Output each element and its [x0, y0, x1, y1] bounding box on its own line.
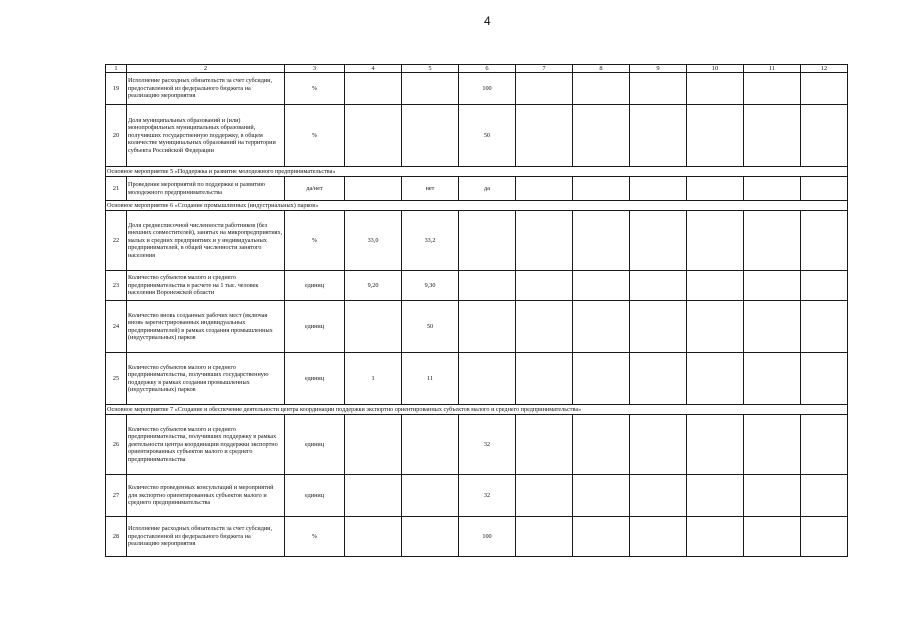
empty-cell [516, 105, 573, 167]
column-number-cell: 12 [801, 65, 848, 73]
row-number-cell: 28 [106, 517, 127, 557]
unit-cell: да/нет [285, 177, 345, 201]
value-cell-col5 [402, 73, 459, 105]
empty-cell [801, 271, 848, 301]
value-cell-col5: 11 [402, 353, 459, 405]
row-number-cell: 27 [106, 475, 127, 517]
value-cell-col5: 50 [402, 301, 459, 353]
indicators-table [105, 64, 848, 557]
empty-cell [744, 73, 801, 105]
empty-cell [573, 105, 630, 167]
column-number-cell: 8 [573, 65, 630, 73]
indicator-name-cell: Количество субъектов малого и среднего предпринимательства, получивших поддержку в рамках деятельности центра координации поддержки экспортно ориентированных субъектов малого и среднего предпринимательства [127, 415, 285, 475]
empty-cell [687, 353, 744, 405]
value-cell-col6 [459, 353, 516, 405]
empty-cell [801, 211, 848, 271]
empty-cell [573, 415, 630, 475]
value-cell-col6 [459, 211, 516, 271]
empty-cell [630, 177, 687, 201]
empty-cell [801, 105, 848, 167]
column-number-cell: 9 [630, 65, 687, 73]
value-cell-col5 [402, 517, 459, 557]
empty-cell [573, 475, 630, 517]
empty-cell [630, 271, 687, 301]
empty-cell [630, 73, 687, 105]
value-cell-col4 [345, 105, 402, 167]
empty-cell [573, 211, 630, 271]
value-cell-col6: 32 [459, 415, 516, 475]
unit-cell: единиц [285, 415, 345, 475]
value-cell-col4 [345, 73, 402, 105]
empty-cell [573, 73, 630, 105]
empty-cell [801, 415, 848, 475]
value-cell-col5 [402, 105, 459, 167]
value-cell-col5 [402, 475, 459, 517]
indicator-name-cell: Доля муниципальных образований и (или) монопрофильных муниципальных образований, получивших государственную поддержку, в общем количестве муниципальных образований на территории субъекта Российской Федерации [127, 105, 285, 167]
column-number-cell: 10 [687, 65, 744, 73]
value-cell-col4: 33,0 [345, 211, 402, 271]
value-cell-col6: да [459, 177, 516, 201]
value-cell-col4 [345, 475, 402, 517]
value-cell-col6: 32 [459, 475, 516, 517]
unit-cell: единиц [285, 353, 345, 405]
value-cell-col4 [345, 415, 402, 475]
table-row [106, 211, 848, 271]
value-cell-col5 [402, 415, 459, 475]
empty-cell [687, 475, 744, 517]
table-row [106, 353, 848, 405]
value-cell-col4: 1 [345, 353, 402, 405]
empty-cell [630, 415, 687, 475]
indicator-name-cell: Проведение мероприятий по поддержке и развитию молодежного предпринимательства [127, 177, 285, 201]
column-number-cell: 3 [285, 65, 345, 73]
empty-cell [573, 301, 630, 353]
unit-cell: % [285, 211, 345, 271]
empty-cell [744, 177, 801, 201]
column-number-cell: 4 [345, 65, 402, 73]
unit-cell: % [285, 73, 345, 105]
empty-cell [516, 415, 573, 475]
empty-cell [744, 301, 801, 353]
empty-cell [516, 73, 573, 105]
empty-cell [630, 353, 687, 405]
table-row [106, 301, 848, 353]
empty-cell [573, 177, 630, 201]
empty-cell [687, 177, 744, 201]
empty-cell [801, 517, 848, 557]
column-number-cell: 2 [127, 65, 285, 73]
row-number-cell: 24 [106, 301, 127, 353]
empty-cell [687, 211, 744, 271]
empty-cell [744, 517, 801, 557]
indicator-name-cell: Исполнение расходных обязательств за счет субсидии, предоставленной из федерального бюджета на реализацию мероприятия [127, 517, 285, 557]
value-cell-col6: 50 [459, 105, 516, 167]
value-cell-col6 [459, 301, 516, 353]
value-cell-col6: 100 [459, 73, 516, 105]
value-cell-col5: 9,30 [402, 271, 459, 301]
empty-cell [516, 177, 573, 201]
row-number-cell: 25 [106, 353, 127, 405]
empty-cell [630, 211, 687, 271]
table-row [106, 105, 848, 167]
row-number-cell: 21 [106, 177, 127, 201]
empty-cell [516, 271, 573, 301]
empty-cell [630, 475, 687, 517]
value-cell-col4: 9,20 [345, 271, 402, 301]
unit-cell: единиц [285, 271, 345, 301]
indicator-name-cell: Количество вновь созданных рабочих мест (включая вновь зарегистрированных индивидуальных предпринимателей) в рамках создания промышленных (индустриальных) парков [127, 301, 285, 353]
empty-cell [687, 301, 744, 353]
indicator-name-cell: Доля среднесписочной численности работников (без внешних совместителей), занятых на микропредприятиях, малых и средних предприятиях и у индивидуальных предпринимателей, в общей численности занятого населения [127, 211, 285, 271]
unit-cell: % [285, 105, 345, 167]
column-number-cell: 1 [106, 65, 127, 73]
empty-cell [744, 105, 801, 167]
table-row [106, 475, 848, 517]
section-title: Основное мероприятие 6 «Создание промышленных (индустриальных) парков» [106, 201, 848, 211]
column-number-cell: 7 [516, 65, 573, 73]
empty-cell [573, 353, 630, 405]
indicator-name-cell: Количество субъектов малого и среднего предпринимательства, получивших государственную поддержку в рамках создания промышленных (индустриальных) парков [127, 353, 285, 405]
unit-cell: единиц [285, 301, 345, 353]
empty-cell [516, 353, 573, 405]
empty-cell [801, 73, 848, 105]
empty-cell [687, 415, 744, 475]
empty-cell [687, 271, 744, 301]
indicator-name-cell: Количество субъектов малого и среднего предпринимательства в расчете на 1 тыс. человек населения Воронежской области [127, 271, 285, 301]
table-row [106, 73, 848, 105]
table-row [106, 271, 848, 301]
column-number-cell: 6 [459, 65, 516, 73]
empty-cell [801, 475, 848, 517]
row-number-cell: 20 [106, 105, 127, 167]
empty-cell [744, 271, 801, 301]
section-title: Основное мероприятие 7 «Создание и обеспечение деятельности центра координации поддержки экспортно ориентированных субъектов малого и среднего предпринимательства» [106, 405, 848, 415]
value-cell-col5: 33,2 [402, 211, 459, 271]
table-row [106, 517, 848, 557]
row-number-cell: 23 [106, 271, 127, 301]
section-row [106, 167, 848, 177]
empty-cell [744, 211, 801, 271]
value-cell-col6: 100 [459, 517, 516, 557]
value-cell-col5: нет [402, 177, 459, 201]
column-numbers-row [106, 65, 848, 73]
table-row [106, 415, 848, 475]
indicator-name-cell: Количество проведенных консультаций и мероприятий для экспортно ориентированных субъектов малого и среднего предпринимательства [127, 475, 285, 517]
empty-cell [801, 353, 848, 405]
empty-cell [573, 517, 630, 557]
empty-cell [630, 301, 687, 353]
unit-cell: единиц [285, 475, 345, 517]
empty-cell [516, 517, 573, 557]
indicator-name-cell: Исполнение расходных обязательств за счет субсидии, предоставленной из федерального бюджета на реализацию мероприятия [127, 73, 285, 105]
empty-cell [801, 301, 848, 353]
empty-cell [573, 271, 630, 301]
value-cell-col4 [345, 517, 402, 557]
column-number-cell: 5 [402, 65, 459, 73]
section-title: Основное мероприятие 5 «Поддержка и развитие молодежного предпринимательства» [106, 167, 848, 177]
empty-cell [687, 105, 744, 167]
column-number-cell: 11 [744, 65, 801, 73]
empty-cell [744, 353, 801, 405]
value-cell-col4 [345, 301, 402, 353]
empty-cell [516, 211, 573, 271]
empty-cell [801, 177, 848, 201]
row-number-cell: 19 [106, 73, 127, 105]
table-row [106, 177, 848, 201]
value-cell-col4 [345, 177, 402, 201]
empty-cell [630, 517, 687, 557]
section-row [106, 405, 848, 415]
value-cell-col6 [459, 271, 516, 301]
empty-cell [630, 105, 687, 167]
empty-cell [516, 475, 573, 517]
section-row [106, 201, 848, 211]
row-number-cell: 26 [106, 415, 127, 475]
page-number: 4 [484, 14, 491, 28]
empty-cell [744, 475, 801, 517]
empty-cell [687, 73, 744, 105]
row-number-cell: 22 [106, 211, 127, 271]
unit-cell: % [285, 517, 345, 557]
empty-cell [744, 415, 801, 475]
empty-cell [516, 301, 573, 353]
empty-cell [687, 517, 744, 557]
